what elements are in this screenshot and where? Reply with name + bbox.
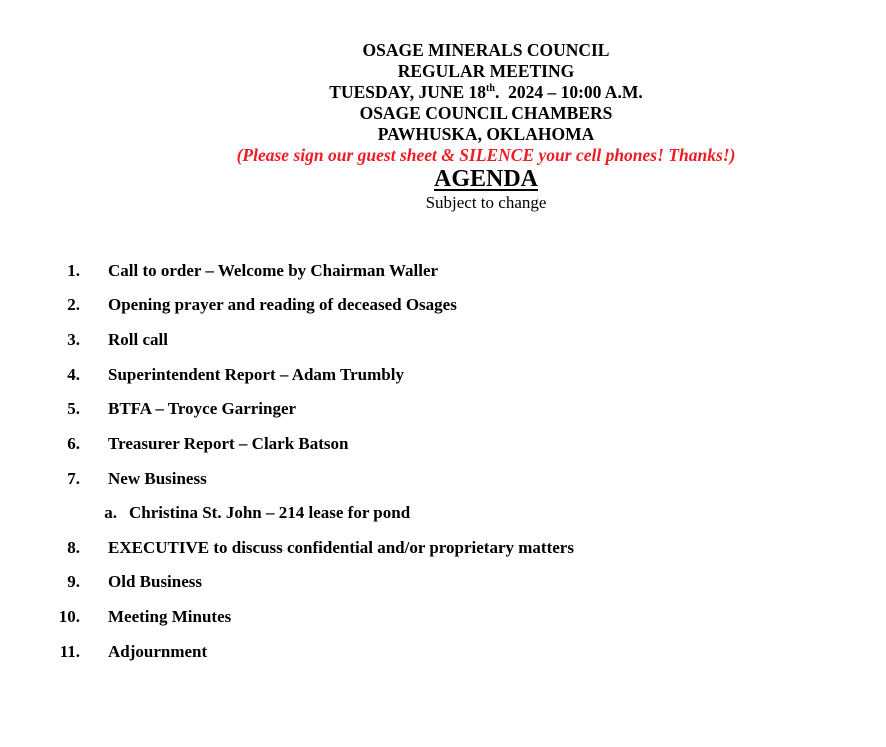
page-title: AGENDA <box>433 166 538 192</box>
item-number: 11. <box>59 642 80 661</box>
item-number: 5. <box>67 399 80 418</box>
item-number: 3. <box>67 330 80 349</box>
item-text: EXECUTIVE to discuss confidential and/or proprietary matters <box>108 538 574 557</box>
subitem-letter: a. <box>104 503 117 522</box>
meeting-type: REGULAR MEETING <box>397 61 575 81</box>
meeting-date-time: . 2024 – 10:00 A.M. <box>494 82 643 102</box>
item-text: Opening prayer and reading of deceased Osages <box>108 295 457 314</box>
item-number: 2. <box>67 295 80 314</box>
ordinal-suffix: th <box>486 83 495 95</box>
item-text: Roll call <box>108 330 168 349</box>
organization-name: OSAGE MINERALS COUNCIL <box>362 40 610 60</box>
item-text: Superintendent Report – Adam Trumbly <box>108 365 404 384</box>
meeting-date <box>0 82 886 103</box>
item-number: 4. <box>67 365 80 384</box>
meeting-date-day: TUESDAY, JUNE 18 <box>329 82 487 102</box>
item-text: Call to order – Welcome by Chairman Waller <box>108 261 439 280</box>
item-text: Treasurer Report – Clark Batson <box>108 434 349 453</box>
item-text: New Business <box>108 469 207 488</box>
guest-notice: (Please sign our guest sheet & SILENCE your cell phones! Thanks!) <box>236 145 736 165</box>
subitem-text: Christina St. John – 214 lease for pond <box>129 503 411 522</box>
item-number: 8. <box>67 538 80 557</box>
item-number: 10. <box>58 607 80 626</box>
item-text: Old Business <box>108 572 203 591</box>
page-subtitle: Subject to change <box>425 193 547 212</box>
meeting-city: PAWHUSKA, OKLAHOMA <box>377 124 595 144</box>
meeting-location: OSAGE COUNCIL CHAMBERS <box>359 103 613 123</box>
document-header <box>0 40 886 213</box>
item-text: Adjournment <box>108 642 208 661</box>
item-number: 1. <box>67 261 80 280</box>
item-number: 9. <box>67 572 80 591</box>
item-text: Meeting Minutes <box>108 607 232 626</box>
item-number: 6. <box>67 434 80 453</box>
item-number: 7. <box>67 469 80 488</box>
item-text: BTFA – Troyce Garringer <box>108 399 297 418</box>
